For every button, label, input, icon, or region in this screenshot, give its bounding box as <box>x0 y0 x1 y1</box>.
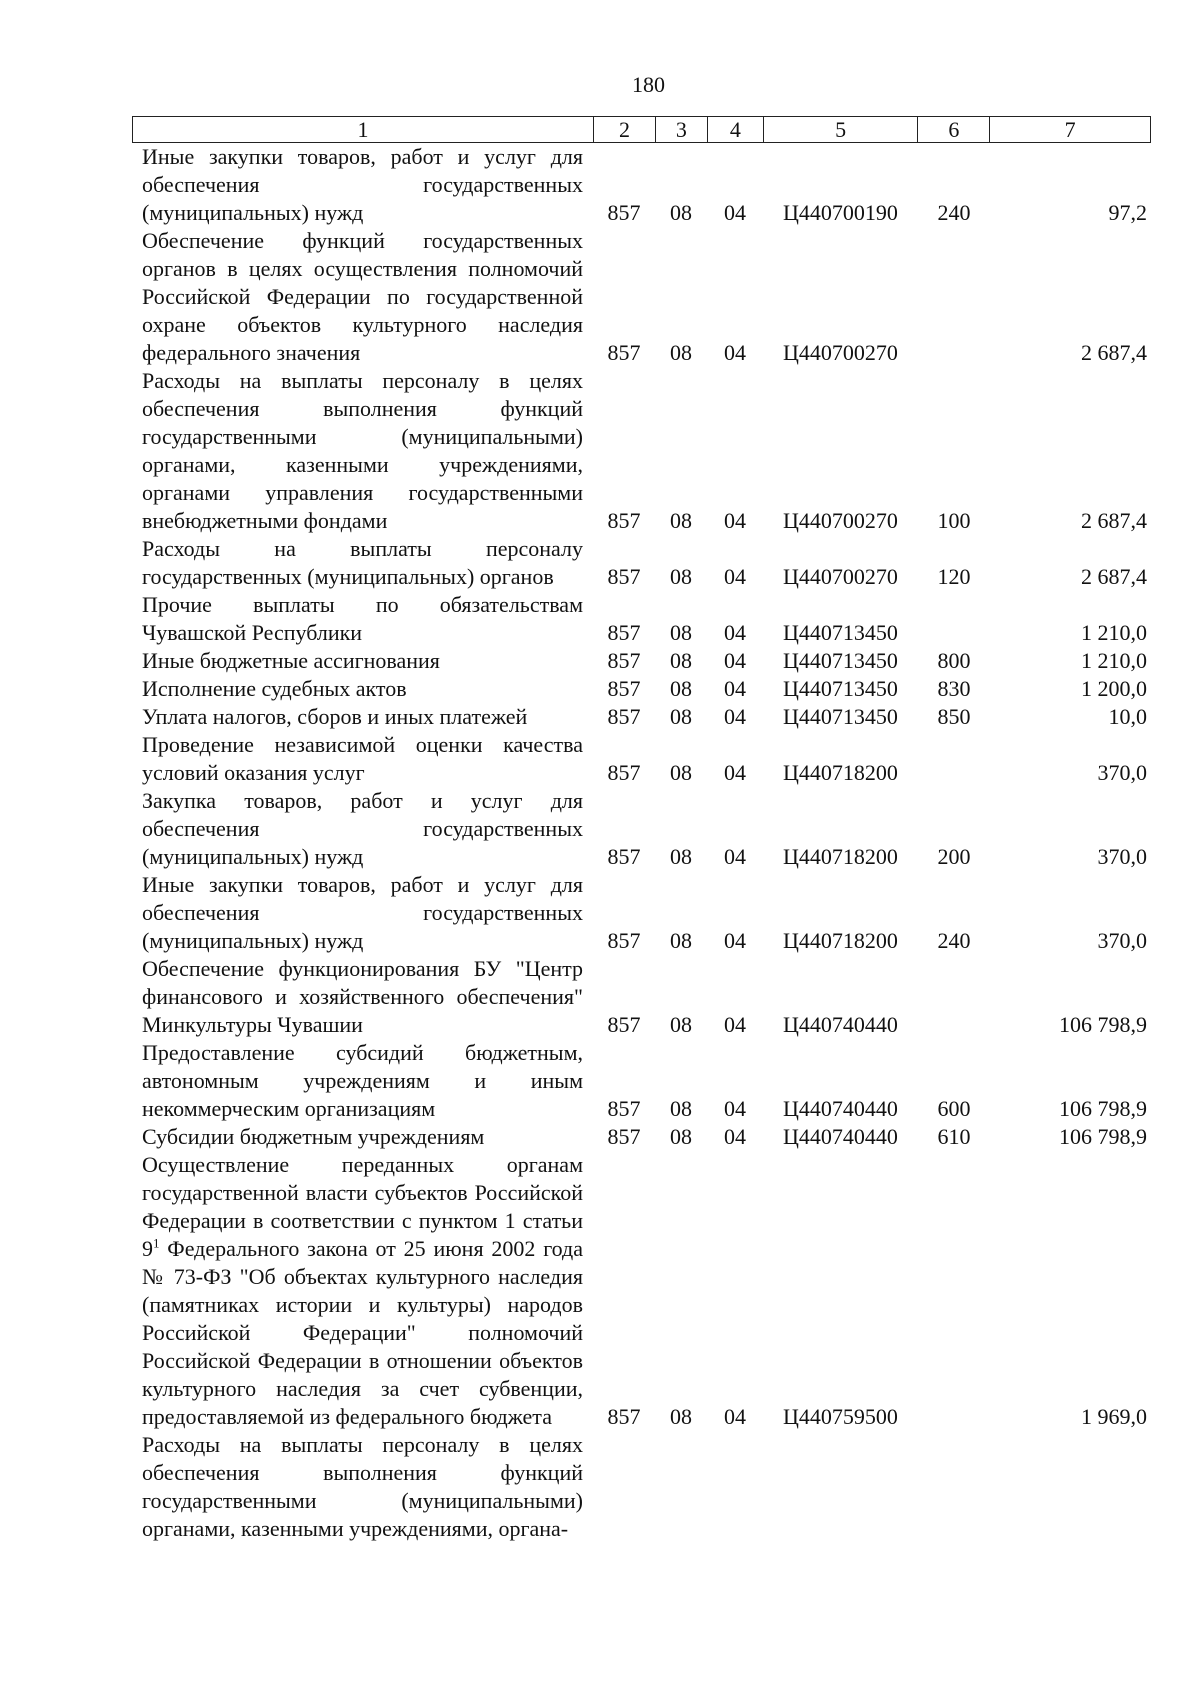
table-row <box>132 535 1151 591</box>
table-row <box>132 787 1151 871</box>
row-name-part-1: Осуществление переданных органам государственной власти субъектов Российской Федерации в соответствии с пунктом 1 статьи 9 <box>142 1152 583 1261</box>
cell-col-4: 04 <box>724 1124 746 1149</box>
table-row <box>132 871 1151 955</box>
table-row <box>132 647 1151 675</box>
cell-col-3: 08 <box>670 1012 692 1037</box>
header-col-4: 4 <box>707 117 763 142</box>
row-name: Иные бюджетные ассигнования <box>142 648 440 673</box>
cell-col-7: 370,0 <box>1097 928 1147 953</box>
row-name: Прочие выплаты по обязательствам Чувашской Республики <box>142 592 583 645</box>
cell-col-2: 857 <box>607 760 641 785</box>
cell-col-4: 04 <box>724 1404 746 1429</box>
cell-col-2: 857 <box>607 200 641 225</box>
cell-col-4: 04 <box>724 676 746 701</box>
cell-col-6: 200 <box>937 844 971 869</box>
cell-col-5: Ц440700270 <box>783 340 898 365</box>
row-name: Расходы на выплаты персоналу в целях обеспечения выполнения функций государственными (муниципальными) органами, казенными учреждениями, органами управления государственными внебюджетными фондами <box>142 368 583 533</box>
cell-col-2: 857 <box>607 648 641 673</box>
cell-col-3: 08 <box>670 844 692 869</box>
cell-col-7: 2 687,4 <box>1081 340 1147 365</box>
cell-col-5: Ц440740440 <box>783 1124 898 1149</box>
row-name: Обеспечение функций государственных органов в целях осуществления полномочий Российской Федерации по государственной охране объектов культурного наследия федерального значения <box>142 228 583 365</box>
row-name: Расходы на выплаты персоналу государственных (муниципальных) органов <box>142 536 583 589</box>
table-row <box>132 143 1151 227</box>
cell-col-2: 857 <box>607 844 641 869</box>
cell-col-5: Ц440713450 <box>783 648 898 673</box>
cell-col-4: 04 <box>724 844 746 869</box>
row-name: Субсидии бюджетным учреждениям <box>142 1124 485 1149</box>
cell-col-2: 857 <box>607 340 641 365</box>
row-name: Уплата налогов, сборов и иных платежей <box>142 704 528 729</box>
footnote-superscript: 1 <box>153 1235 160 1251</box>
cell-col-5: Ц440718200 <box>783 760 898 785</box>
page-number: 180 <box>632 72 665 97</box>
cell-col-6: 100 <box>937 508 971 533</box>
cell-col-2: 857 <box>607 704 641 729</box>
header-col-1: 1 <box>357 117 369 142</box>
cell-col-5: Ц440718200 <box>783 928 898 953</box>
cell-col-4: 04 <box>724 564 746 589</box>
table-row <box>132 227 1151 367</box>
cell-col-4: 04 <box>724 340 746 365</box>
cell-col-5: Ц440713450 <box>783 620 898 645</box>
cell-col-4: 04 <box>724 1096 746 1121</box>
cell-col-7: 10,0 <box>1108 704 1147 729</box>
cell-col-7: 106 798,9 <box>1059 1124 1147 1149</box>
cell-col-4: 04 <box>724 620 746 645</box>
row-name: Исполнение судебных актов <box>142 676 407 701</box>
table-row <box>132 1123 1151 1151</box>
cell-col-7: 2 687,4 <box>1081 564 1147 589</box>
cell-col-7: 1 210,0 <box>1081 648 1147 673</box>
cell-col-2: 857 <box>607 1096 641 1121</box>
cell-col-5: Ц440740440 <box>783 1096 898 1121</box>
cell-col-4: 04 <box>724 508 746 533</box>
cell-col-5: Ц440700270 <box>783 508 898 533</box>
row-name: Проведение независимой оценки качества условий оказания услуг <box>142 732 583 785</box>
cell-col-5: Ц440713450 <box>783 676 898 701</box>
cell-col-2: 857 <box>607 1404 641 1429</box>
header-col-5: 5 <box>763 117 918 142</box>
row-name: Расходы на выплаты персоналу в целях обеспечения выполнения функций государственными (муниципальными) органами, казенными учреждениями, органа- <box>142 1432 583 1541</box>
cell-col-7: 106 798,9 <box>1059 1012 1147 1037</box>
header-col-3: 3 <box>655 117 707 142</box>
cell-col-3: 08 <box>670 1096 692 1121</box>
cell-col-5: Ц440740440 <box>783 1012 898 1037</box>
cell-col-7: 1 200,0 <box>1081 676 1147 701</box>
cell-col-6: 120 <box>937 564 971 589</box>
budget-table <box>132 116 1151 1543</box>
cell-col-4: 04 <box>724 200 746 225</box>
row-name <box>132 1151 593 1431</box>
cell-col-4: 04 <box>724 928 746 953</box>
cell-col-5: Ц440718200 <box>783 844 898 869</box>
row-name: Обеспечение функционирования БУ "Центр финансового и хозяйственного обеспечения" Минкультуры Чувашии <box>142 956 583 1037</box>
row-name: Иные закупки товаров, работ и услуг для обеспечения государственных (муниципальных) нужд <box>142 872 583 953</box>
cell-col-6: 240 <box>937 928 971 953</box>
cell-col-5: Ц440759500 <box>783 1404 898 1429</box>
cell-col-7: 106 798,9 <box>1059 1096 1147 1121</box>
row-name: Предоставление субсидий бюджетным, автономным учреждениям и иным некоммерческим организациям <box>142 1040 583 1121</box>
row-name-part-2: Федерального закона от 25 июня 2002 года № 73-ФЗ "Об объектах культурного наследия (памятниках истории и культуры) народов Российской Федерации" полномочий Российской Федерации в отношении объектов культурного наследия за счет субвенции, предоставляемой из федерального бюджета <box>142 1236 583 1429</box>
cell-col-4: 04 <box>724 760 746 785</box>
cell-col-3: 08 <box>670 928 692 953</box>
cell-col-3: 08 <box>670 704 692 729</box>
table-row <box>132 367 1151 535</box>
cell-col-3: 08 <box>670 1404 692 1429</box>
cell-col-2: 857 <box>607 1012 641 1037</box>
cell-col-6: 600 <box>937 1096 971 1121</box>
table-row <box>132 1039 1151 1123</box>
header-col-2: 2 <box>593 117 655 142</box>
table-header <box>132 116 1151 143</box>
cell-col-5: Ц440713450 <box>783 704 898 729</box>
row-name: Иные закупки товаров, работ и услуг для обеспечения государственных (муниципальных) нужд <box>142 144 583 225</box>
cell-col-6: 610 <box>937 1124 971 1149</box>
cell-col-6: 830 <box>937 676 971 701</box>
cell-col-7: 2 687,4 <box>1081 508 1147 533</box>
cell-col-7: 1 969,0 <box>1081 1404 1147 1429</box>
cell-col-6: 800 <box>937 648 971 673</box>
cell-col-2: 857 <box>607 564 641 589</box>
cell-col-3: 08 <box>670 760 692 785</box>
cell-col-4: 04 <box>724 648 746 673</box>
header-col-6: 6 <box>917 117 989 142</box>
cell-col-7: 370,0 <box>1097 760 1147 785</box>
cell-col-2: 857 <box>607 676 641 701</box>
cell-col-3: 08 <box>670 648 692 673</box>
table-row <box>132 675 1151 703</box>
table-row <box>132 955 1151 1039</box>
cell-col-3: 08 <box>670 676 692 701</box>
cell-col-2: 857 <box>607 1124 641 1149</box>
cell-col-4: 04 <box>724 704 746 729</box>
table-row <box>132 731 1151 787</box>
cell-col-3: 08 <box>670 620 692 645</box>
cell-col-5: Ц440700270 <box>783 564 898 589</box>
cell-col-3: 08 <box>670 1124 692 1149</box>
cell-col-3: 08 <box>670 340 692 365</box>
cell-col-6: 850 <box>937 704 971 729</box>
table-row <box>132 1431 1151 1543</box>
cell-col-3: 08 <box>670 508 692 533</box>
cell-col-2: 857 <box>607 620 641 645</box>
table-row <box>132 591 1151 647</box>
cell-col-2: 857 <box>607 508 641 533</box>
header-col-7: 7 <box>989 117 1150 142</box>
table-row <box>132 703 1151 731</box>
table-row <box>132 1151 1151 1431</box>
cell-col-3: 08 <box>670 564 692 589</box>
row-name: Закупка товаров, работ и услуг для обеспечения государственных (муниципальных) нужд <box>142 788 583 869</box>
cell-col-5: Ц440700190 <box>783 200 898 225</box>
cell-col-7: 1 210,0 <box>1081 620 1147 645</box>
cell-col-7: 370,0 <box>1097 844 1147 869</box>
cell-col-2: 857 <box>607 928 641 953</box>
cell-col-6: 240 <box>937 200 971 225</box>
cell-col-4: 04 <box>724 1012 746 1037</box>
cell-col-3: 08 <box>670 200 692 225</box>
cell-col-7: 97,2 <box>1108 200 1147 225</box>
